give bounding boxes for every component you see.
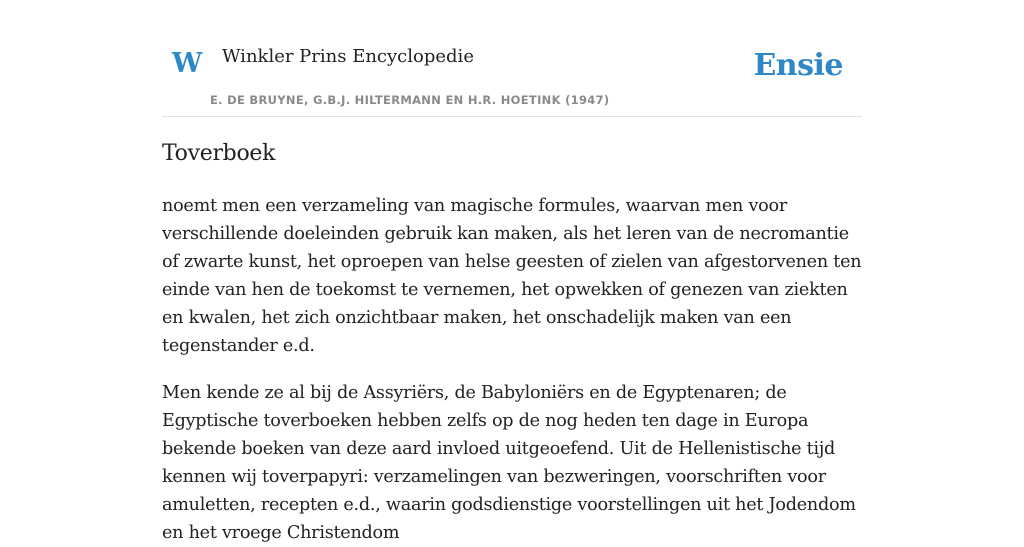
source-authors: E. DE BRUYNE, G.B.J. HILTERMANN EN H.R. HOETINK (1947): [210, 93, 610, 107]
article-paragraph: Men kende ze al bij de Assyriërs, de Babyloniërs en de Egyptenaren; de Egyptische toverboeken hebben zelfs op de nog heden ten dage in Europa bekende boeken van deze aard invloed uitgeoefend. Uit de Hellenistische tijd kennen wij toverpapyri: verzamelingen van bezweringen, voorschriften voor amuletten, recepten e.d., waarin godsdienstige voorstellingen uit het Jodendom en het vroege Christendom: [162, 383, 856, 543]
site-header: [162, 0, 862, 117]
source-title[interactable]: Winkler Prins Encyclopedie: [222, 46, 474, 67]
ensie-logo[interactable]: Ensie: [753, 48, 843, 83]
article-title: Toverboek: [162, 141, 276, 166]
article-paragraph: noemt men een verzameling van magische formules, waarvan men voor verschillende doeleinden gebruik kan maken, als het leren van de necromantie of zwarte kunst, het oproepen van helse geesten of zielen van afgestorvenen ten einde van hen de toekomst te vernemen, het opwekken of genezen van ziekten en kwalen, het zich onzichtbaar maken, het onschadelijk maken van een tegenstander e.d.: [162, 196, 862, 356]
article: [162, 138, 864, 547]
winkler-prins-logo[interactable]: W: [172, 48, 203, 79]
